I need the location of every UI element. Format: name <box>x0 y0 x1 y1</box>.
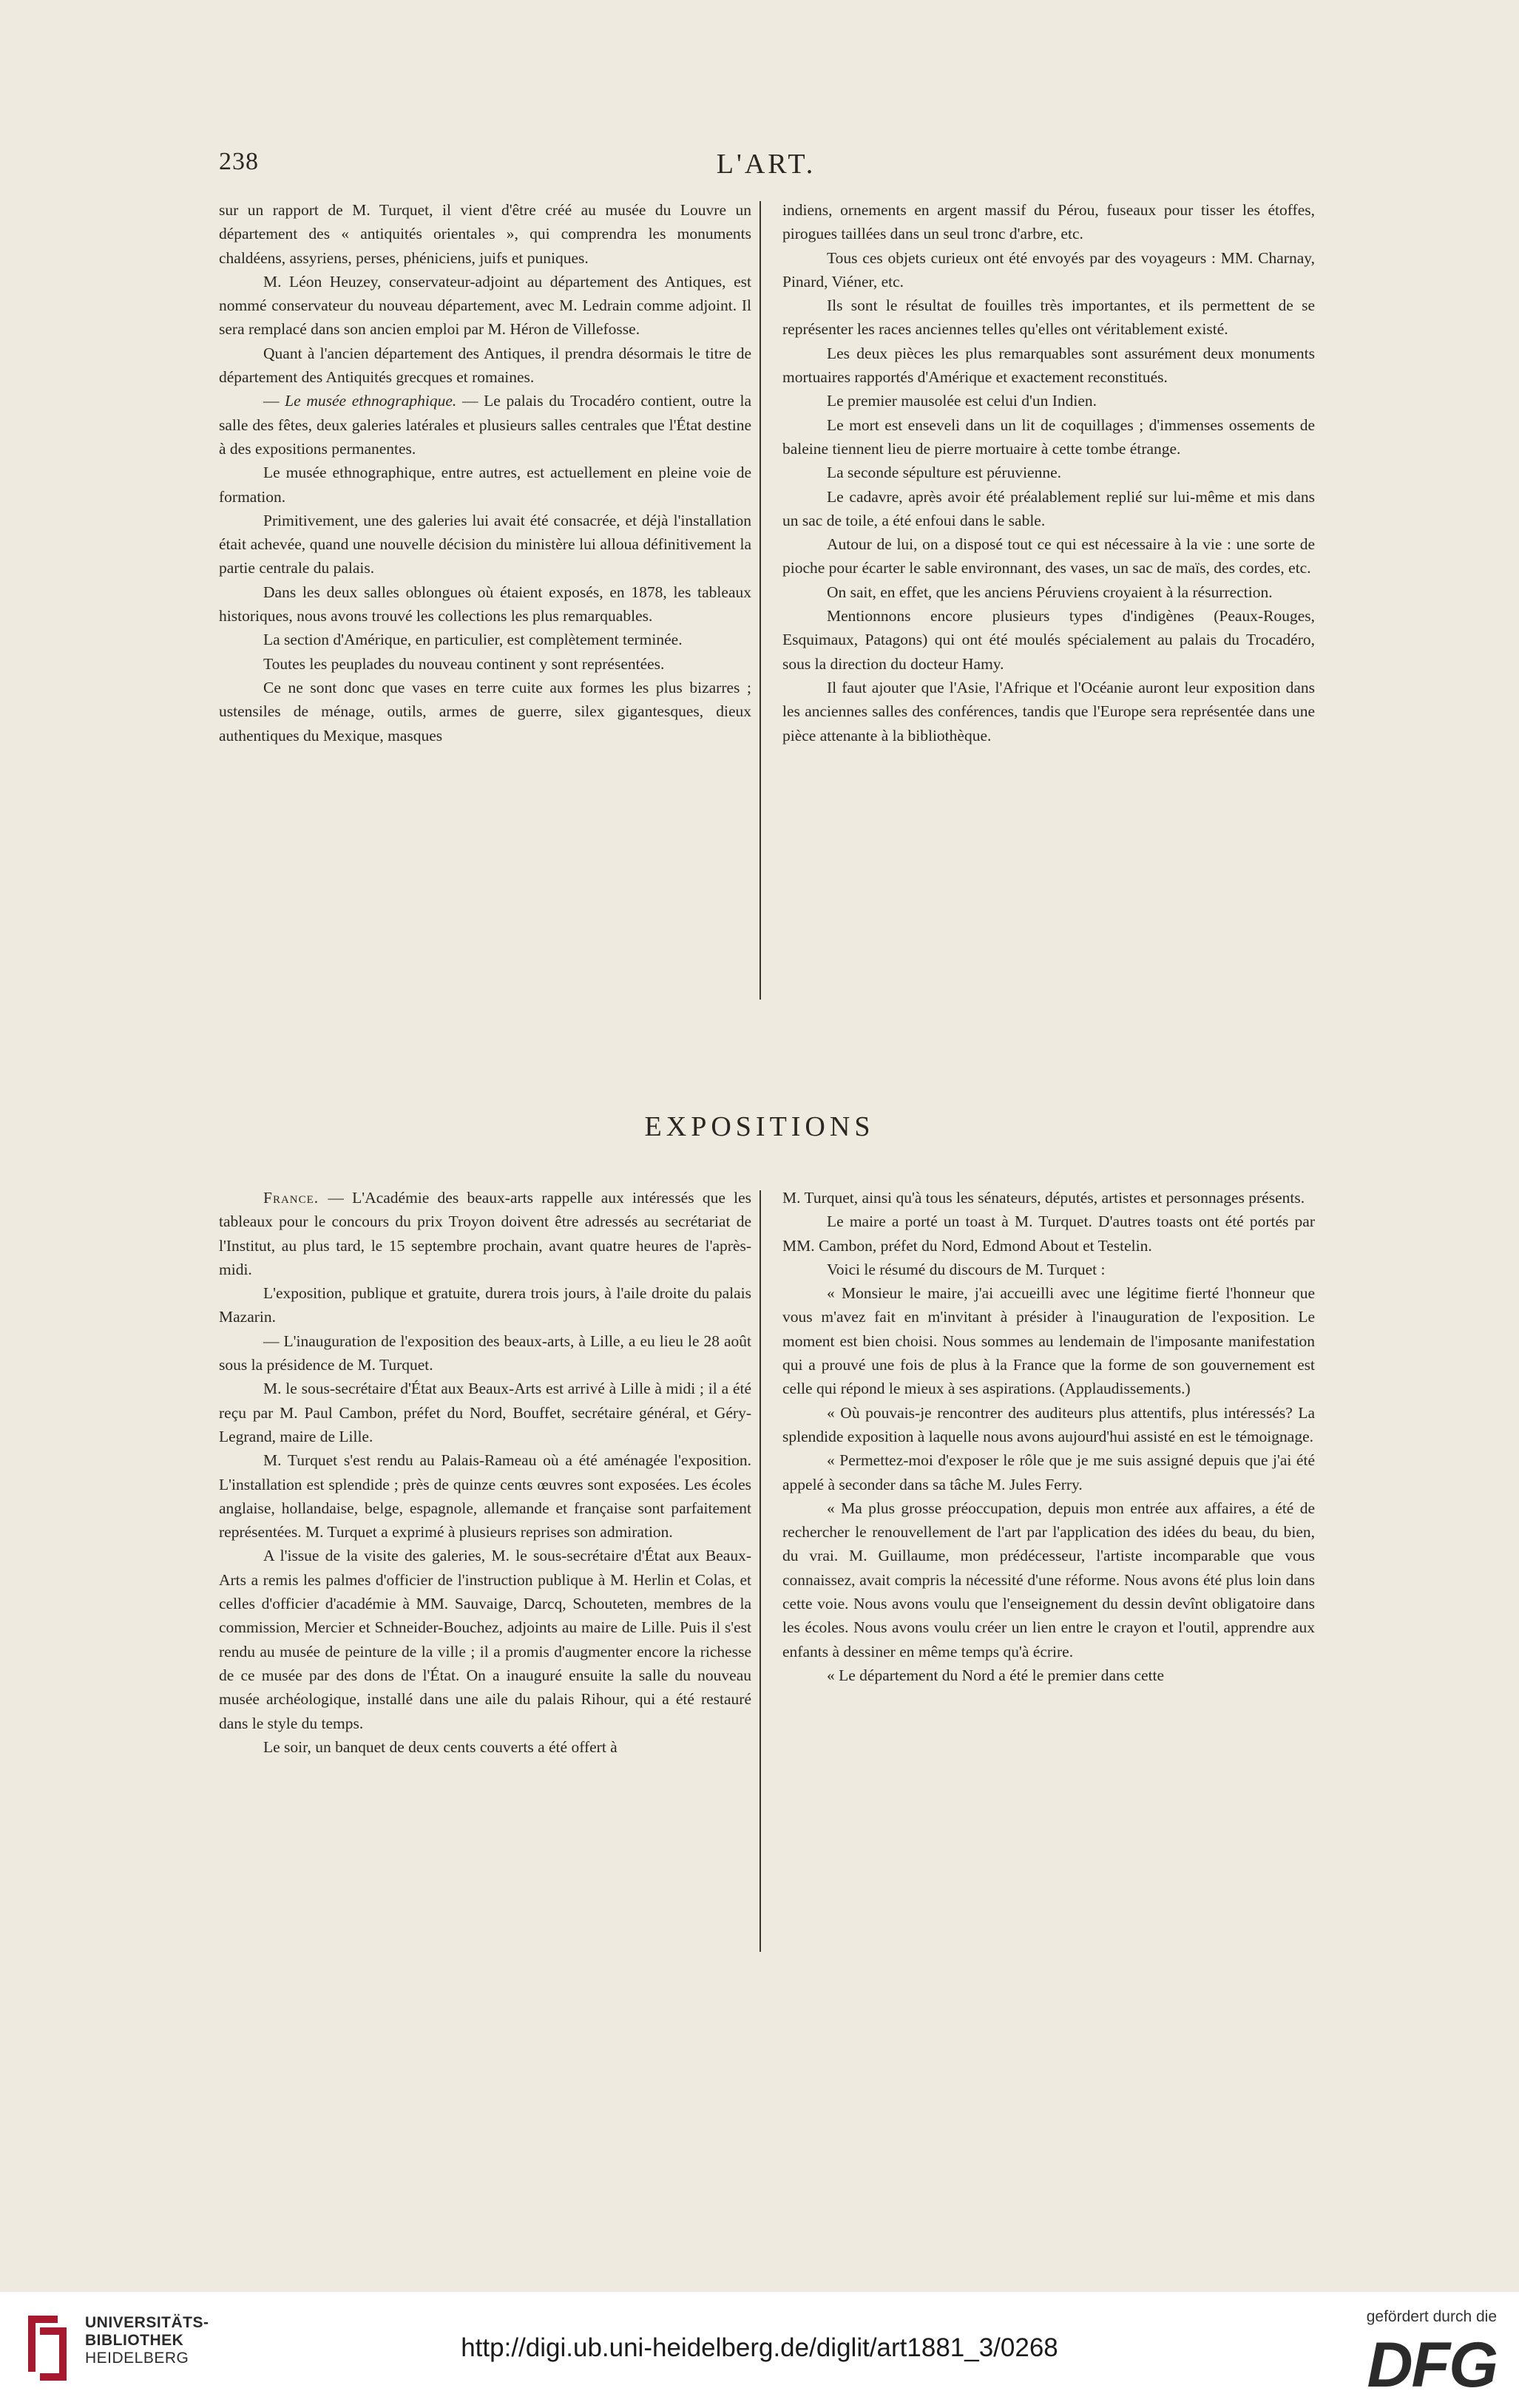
paragraph-text: Autour de lui, on a disposé tout ce qui est nécessaire à la vie : une sorte de pioche pour écarter le sable environnant, des vases, un sac de maïs, des cordes, etc. <box>782 535 1315 577</box>
paragraph-text: indiens, ornements en argent massif du Pérou, fuseaux pour tisser les étoffes, pirogues taillées dans un seul tronc d'arbre, etc. <box>782 201 1315 243</box>
paragraph <box>782 342 1315 390</box>
paragraph-text: Les deux pièces les plus remarquables sont assurément deux monuments mortuaires rapportés d'Amérique et exactement reconstitués. <box>782 344 1315 387</box>
paragraph-text: Il faut ajouter que l'Asie, l'Afrique et l'Océanie auront leur exposition dans les anciennes salles des conférences, tandis que l'Europe sera représentée dans une pièce attenante à la bibliothèque. <box>782 678 1315 745</box>
paragraph <box>219 1448 751 1544</box>
paragraph <box>782 1448 1315 1496</box>
paragraph <box>219 1329 751 1377</box>
paragraph-text: « Où pouvais-je rencontrer des auditeurs plus attentifs, plus intéressés? La splendide exposition à laquelle nous avons aujourd'hui assisté en est le témoignage. <box>782 1403 1315 1445</box>
paragraph <box>219 628 751 651</box>
paragraph <box>219 580 751 628</box>
running-head <box>219 148 1313 186</box>
paragraph-text: La seconde sépulture est péruvienne. <box>827 464 1061 482</box>
paragraph <box>219 342 751 390</box>
digitization-footer <box>0 2292 1519 2408</box>
paragraph-text: M. Léon Heuzey, conservateur-adjoint au département des Antiques, est nommé conservateur du nouveau département, avec M. Ledrain comme adjoint. Il sera remplacé dans son ancien emploi par M. Héron de Villefosse. <box>219 272 751 339</box>
paragraph-text: Tous ces objets curieux ont été envoyés par des voyageurs : MM. Charnay, Pinard, Viéner, etc. <box>782 248 1315 291</box>
paragraph-text: A l'issue de la visite des galeries, M. le sous-secrétaire d'État aux Beaux-Arts a remis les palmes d'officier de l'instruction publique à M. Herlin et Colas, et celles d'officier d'académie à MM. Sauvaige, Darcq, Schouteten, membres de la commission, Mercier et Schneider-Bouchez, adjoints au maire de Lille. Puis il s'est rendu au musée de peinture de la ville ; il a promis d'augmenter encore la richesse de ce musée par des dons de l'État. On a inauguré ensuite la salle du nouveau musée archéologique, installé dans une aile du palais Rihour, qui a été restauré dans le style du temps. <box>219 1547 751 1732</box>
paragraph-text: « Monsieur le maire, j'ai accueilli avec une légitime fierté l'honneur que vous m'avez fait en m'invitant à présider à l'inauguration de l'exposition. Le moment est bien choisi. Nous sommes au lendemain de l'imposante manifestation qui a prouvé une fois de plus à la France que la forme de son gouvernement est celle qui répond le mieux à ses aspirations. (Applaudissements.) <box>782 1284 1315 1398</box>
paragraph-text: « Permettez-moi d'exposer le rôle que je me suis assigné depuis que j'ai été appelé à seconder dans sa tâche M. Jules Ferry. <box>782 1451 1315 1493</box>
section-title: EXPOSITIONS <box>644 1111 875 1142</box>
paragraph-text: Le premier mausolée est celui d'un Indien. <box>827 392 1097 410</box>
paragraph <box>782 1281 1315 1400</box>
paragraph-text: Quant à l'ancien département des Antiques, il prendra désormais le titre de département des Antiquités grecques et romaines. <box>219 344 751 387</box>
paragraph-lead: Le musée ethnographique. <box>285 392 462 410</box>
paragraph-text: La section d'Amérique, en particulier, est complètement terminée. <box>263 631 683 649</box>
paragraph <box>219 270 751 342</box>
paragraph <box>782 1496 1315 1663</box>
paragraph-text: Le soir, un banquet de deux cents couverts a été offert à <box>263 1737 618 1756</box>
paragraph <box>219 676 751 747</box>
library-name-line: UNIVERSITÄTS- <box>85 2314 209 2331</box>
paragraph-text: On sait, en effet, que les anciens Péruviens croyaient à la résurrection. <box>827 583 1273 601</box>
paragraph-text: « Le département du Nord a été le premier dans cette <box>827 1666 1165 1684</box>
paragraph-text: M. Turquet, ainsi qu'à tous les sénateurs, députés, artistes et personnages présents. <box>782 1189 1305 1207</box>
paragraph-text: M. Turquet s'est rendu au Palais-Rameau où a été aménagée l'exposition. L'installation est splendide ; près de quinze cents œuvres sont exposées. Les écoles anglaise, hollandaise, belge, espagnole, allemande et française sont parfaitement représentées. M. Turquet a exprimé à plusieurs reprises son admiration. <box>219 1451 751 1542</box>
paragraph <box>782 1186 1315 1210</box>
permalink-url[interactable]: http://digi.ub.uni-heidelberg.de/diglit/art1881_3/0268 <box>461 2333 1058 2362</box>
paragraph <box>782 294 1315 342</box>
paragraph-text: — Le palais du Trocadéro contient, outre la salle des fêtes, deux galeries latérales et plusieurs salles centrales que l'État destine à des expositions permanentes. <box>219 392 751 458</box>
paragraph-text: Le cadavre, après avoir été préalablement replié sur lui-même et mis dans un sac de toile, a été enfoui dans le sable. <box>782 487 1315 529</box>
top-right-column <box>782 198 1315 747</box>
paragraph-text: Ils sont le résultat de fouilles très importantes, et ils permettent de se représenter les races anciennes telles qu'elles ont véritablement existé. <box>782 296 1315 339</box>
paragraph <box>782 246 1315 294</box>
bottom-left-column <box>219 1186 751 1759</box>
paragraph <box>782 389 1315 413</box>
paragraph-text: Mentionnons encore plusieurs types d'indigènes (Peaux-Rouges, Esquimaux, Patagons) qui ont été moulés spécialement au palais du Trocadéro, sous la direction du docteur Hamy. <box>782 607 1315 673</box>
paragraph-text: Ce ne sont donc que vases en terre cuite aux formes les plus bizarres ; ustensiles de ménage, outils, armes de guerre, silex gigantesques, dieux authentiques du Mexique, masques <box>219 678 751 745</box>
paragraph-text: — L'Académie des beaux-arts rappelle aux intéressés que les tableaux pour le concours du prix Troyon doivent être adressés au secrétariat de l'Institut, au plus tard, le 15 septembre prochain, avant quatre heures de l'après-midi. <box>219 1189 752 1278</box>
paragraph-text: L'exposition, publique et gratuite, durera trois jours, à l'aile droite du palais Mazarin. <box>219 1284 751 1326</box>
paragraph <box>219 1377 751 1448</box>
paragraph <box>219 1544 751 1734</box>
paragraph <box>219 652 751 676</box>
paragraph <box>782 198 1315 246</box>
paragraph <box>782 604 1315 676</box>
paragraph-text: Le mort est enseveli dans un lit de coquillages ; d'immenses ossements de baleine tiennent lieu de pierre mortuaire à cette tombe étrange. <box>782 416 1315 458</box>
paragraph <box>219 509 751 580</box>
paragraph-text: Voici le résumé du discours de M. Turquet : <box>827 1260 1106 1278</box>
column-divider <box>760 201 761 1000</box>
paragraph <box>782 1258 1315 1281</box>
paragraph-text: — L'inauguration de l'exposition des beaux-arts, à Lille, a eu lieu le 28 août sous la présidence de M. Turquet. <box>219 1332 751 1374</box>
paragraph <box>219 1281 751 1329</box>
journal-title: L'ART. <box>716 149 816 180</box>
paragraph <box>782 532 1315 580</box>
paragraph-text: Primitivement, une des galeries lui avait été consacrée, et déjà l'installation était achevée, quand une nouvelle décision du ministère lui alloua définitivement la partie centrale du palais. <box>219 511 751 577</box>
paragraph-text: Dans les deux salles oblongues où étaient exposés, en 1878, les tableaux historiques, nous avons trouvé les collections les plus remarquables. <box>219 583 751 625</box>
paragraph-text: Le musée ethnographique, entre autres, est actuellement en pleine voie de formation. <box>219 464 751 506</box>
top-left-column <box>219 198 751 747</box>
paragraph-text: sur un rapport de M. Turquet, il vient d'être créé au musée du Louvre un département des « antiquités orientales », qui comprendra les monuments chaldéens, assyriens, perses, phéniciens, juifs et puniques. <box>219 201 751 267</box>
library-name-line: HEIDELBERG <box>85 2350 189 2367</box>
paragraph-text: Toutes les peuplades du nouveau continent y sont représentées. <box>263 654 665 673</box>
paragraph <box>782 1210 1315 1258</box>
page-number: 238 <box>219 148 259 175</box>
paragraph-lead: France. <box>263 1189 328 1207</box>
paragraph <box>219 1735 751 1759</box>
library-name-line: BIBLIOTHEK <box>85 2332 184 2349</box>
paragraph <box>782 1663 1315 1687</box>
dfg-logo-icon: DFG <box>1367 2330 1497 2401</box>
paragraph-text: Le maire a porté un toast à M. Turquet. D'autres toasts ont été portés par MM. Cambon, préfet du Nord, Edmond About et Testelin. <box>782 1213 1315 1255</box>
paragraph: — Le musée ethnographique. — Le palais du Trocadéro contient, outre la salle des fêtes, deux galeries latérales et plusieurs salles centrales que l'État destine à des expositions permanentes. <box>219 392 751 458</box>
paragraph-text: M. le sous-secrétaire d'État aux Beaux-Arts est arrivé à Lille à midi ; il a été reçu par M. Paul Cambon, préfet du Nord, Bouffet, secrétaire général, et Géry-Legrand, maire de Lille. <box>219 1380 751 1445</box>
paragraph <box>219 198 751 270</box>
paragraph <box>219 461 751 509</box>
paragraph <box>219 1186 751 1281</box>
paragraph <box>782 413 1315 461</box>
paragraph <box>782 485 1315 533</box>
paragraph <box>782 676 1315 747</box>
paragraph <box>782 1401 1315 1449</box>
column-divider <box>760 1190 761 1952</box>
paragraph-text: « Ma plus grosse préoccupation, depuis mon entrée aux affaires, a été de rechercher le renouvellement de l'art par l'application des idées du beau, du bien, du vrai. M. Guillaume, mon prédécesseur, l'artiste incomparable que vous connaissez, avait compris la nécessité d'une réforme. Nous avons été plus loin dans cette voie. Nous avons voulu que l'enseignement du dessin devînt obligatoire dans les écoles. Nous avons voulu créer un lien entre le crayon et l'outil, apprendre aux enfants à dessiner en même temps qu'à écrire. <box>782 1499 1315 1661</box>
funder-label: gefördert durch die <box>1366 2308 1497 2325</box>
bottom-right-column <box>782 1186 1315 1687</box>
paragraph <box>782 461 1315 484</box>
paragraph <box>782 580 1315 604</box>
